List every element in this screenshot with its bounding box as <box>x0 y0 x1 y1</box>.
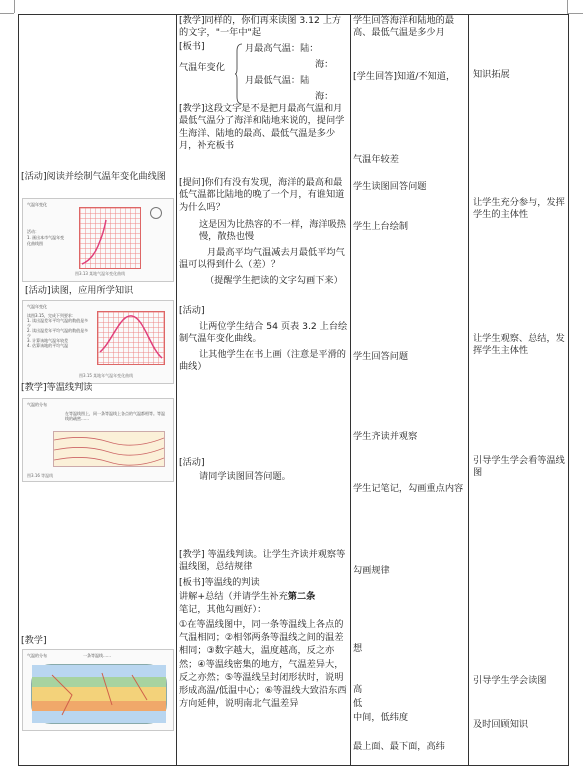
sun-icon <box>150 207 162 219</box>
teaching-label: [教学] <box>21 635 47 646</box>
teacher-activity-column <box>177 15 351 766</box>
student-response: 气温年较差 <box>353 154 399 165</box>
figure-title: 气温的分布 <box>27 653 47 658</box>
crop-mark <box>14 0 15 13</box>
figure-title: 气温年变化 <box>27 304 47 309</box>
board-min-temp: 月最低气温：陆 <box>245 75 310 86</box>
isotherm-map <box>53 431 165 467</box>
crop-mark <box>567 13 583 14</box>
figure-caption: 图3.13 某地气温年变化曲线 <box>75 271 126 276</box>
activity-label: [活动] <box>179 457 205 468</box>
design-intent-column <box>469 15 569 766</box>
figure-legend: 一条等温线…… <box>83 653 111 658</box>
board-sea: 海： <box>315 59 334 70</box>
student-response: [学生回答]知道/不知道， <box>353 71 456 82</box>
student-activity-column <box>351 15 469 766</box>
figure-caption: 图3.15 某地年气温年变化曲线 <box>79 373 134 378</box>
student-response: 学生记笔记，勾画重点内容 <box>353 483 464 494</box>
temperature-chart-figure <box>22 198 174 282</box>
teaching-paragraph: 让两位学生结合 54 页表 3.2 上台绘制气温年变化曲线。 <box>179 321 348 345</box>
teaching-paragraph: 月最高平均气温减去月最低平均气温可以得到什么（差）？ <box>179 247 345 271</box>
world-map <box>31 664 167 724</box>
student-response: 学生齐读并观察 <box>353 431 418 442</box>
figure-title: 气温年变化 <box>27 202 47 207</box>
student-response: 最上面、最下面，高纬 <box>353 741 445 752</box>
activity-label: [活动]阅读并绘制气温年变化曲线图 <box>21 171 166 182</box>
temperature-curve <box>80 208 140 268</box>
student-response: 中间，低纬度 <box>353 712 409 723</box>
activity-column <box>19 15 177 766</box>
teaching-paragraph: [教学]同样的，你们再来读图 3.12 上方的文字，"一年中"起 <box>179 15 342 39</box>
crop-mark <box>0 13 14 14</box>
teaching-label: [教学]等温线判读 <box>21 382 93 393</box>
crop-mark <box>567 0 568 13</box>
rules-list: ①在等温线图中，同一条等温线上各点的气温相同；②相邻两条等温线之间的温差相同；③数字越大，温度越高，反之亦然；④等温线密集的地方，气温差异大，反之亦然；⑤等温线呈封闭形状时，说明形成高温/低温中心；⑥等温线大致沿东西方向延伸，说明南北气温差异 <box>179 619 347 710</box>
temperature-curve <box>98 312 164 364</box>
note-emphasis: 第二条 <box>287 591 316 602</box>
student-response: 低 <box>353 698 363 709</box>
teaching-paragraph: [教学]这段文字是不是把月最高气温和月最低气温分了海洋和陆地来说的，提问学生海洋、陆地的最高、最低气温是多少月，补充板书 <box>179 103 345 152</box>
teaching-paragraph: 请同学读图回答问题。 <box>199 471 291 482</box>
map-shading <box>32 665 166 723</box>
chart-grid <box>79 207 141 269</box>
activity-label: [活动] <box>179 305 205 316</box>
design-intent: 让学生充分参与，发挥学生的主体性 <box>473 197 565 221</box>
board-sea: 海： <box>315 91 334 102</box>
design-intent: 让学生观察、总结，发挥学生主体性 <box>473 333 565 357</box>
design-intent: 引导学生学会看等温线图 <box>473 455 565 479</box>
board-max-temp: 月最高气温：陆： <box>245 43 319 54</box>
figure-caption: 图3.16 等温线 <box>27 473 54 478</box>
lesson-plan-table <box>18 14 569 766</box>
figure-text: 读图3.15，完成下列要求： 1. 读出温差年平均气温的数值是多少 2. 读出温差年平均气温的数值是多少 3. 计算该地气温年较差 4. 估算该地的平均气温 <box>27 313 89 348</box>
board-label: [板书] <box>179 41 205 52</box>
figure-title: 气温的分布 <box>27 402 47 407</box>
question-paragraph: [提问]你们有没有发现，海洋的最高和最低气温都比陆地的晚了一个月，有谁知道为什么吗？ <box>179 177 345 213</box>
teaching-paragraph: 这是因为比热容的不一样，海洋吸热慢，散热也慢 <box>199 219 346 243</box>
chart-grid <box>97 311 165 365</box>
isotherm-figure <box>22 398 174 482</box>
student-response: 学生回答问题 <box>353 351 409 362</box>
design-intent: 引导学生学会读图 <box>473 675 547 686</box>
board-label: [板书]等温线的判读 <box>179 577 260 588</box>
student-response: 高 <box>353 684 363 695</box>
teaching-paragraph <box>179 591 349 603</box>
activity-label: [活动]读图，应用所学知识 <box>25 285 134 296</box>
isotherm-lines <box>54 432 164 466</box>
student-response: 学生读图回答问题 <box>353 181 427 192</box>
board-heading: 气温年变化 <box>179 62 225 73</box>
note-text: 讲解+总结（并请学生补充 <box>179 591 288 602</box>
student-response: 想 <box>353 643 363 654</box>
figure-question: 活动： 1. 画出本市气温年变化曲线图 <box>27 229 65 246</box>
design-intent: 知识拓展 <box>473 69 510 80</box>
design-intent: 及时回顾知识 <box>473 719 529 730</box>
world-temperature-map-figure <box>22 649 174 731</box>
teaching-paragraph: 笔记，其他勾画好）： <box>179 604 267 615</box>
teaching-paragraph: （提醒学生把读的文字勾画下来） <box>205 275 343 286</box>
teaching-paragraph: 让其他学生在书上画（注意是平滑的曲线） <box>179 349 346 373</box>
teaching-paragraph: [教学] 等温线判读。让学生齐读并观察等温线图，总结规律 <box>179 549 346 573</box>
student-response: 勾画规律 <box>353 565 390 576</box>
student-response: 学生回答海洋和陆地的最高、最低气温是多少月 <box>353 15 455 39</box>
annual-temperature-figure <box>22 300 174 384</box>
figure-text: 在等温线图上，同一条等温线上各点的气温都相等。等温线的疏密…… <box>65 411 165 421</box>
student-response: 学生上台绘制 <box>353 221 409 232</box>
brace-icon <box>235 43 243 105</box>
